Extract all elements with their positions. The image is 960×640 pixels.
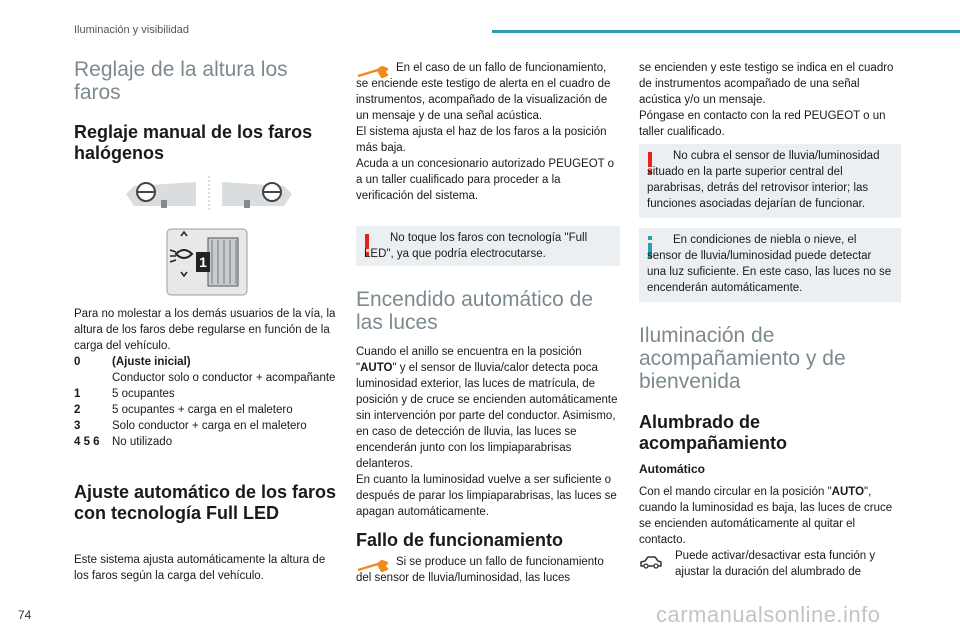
watermark: carmanualsonline.info — [656, 602, 881, 627]
info-notice-fog — [639, 228, 901, 302]
manual-intro-text: Para no molestar a los demás usuarios de la vía, la altura de los faros debe regularse en función de la carga del vehículo. — [74, 308, 336, 352]
position-value: 5 ocupantes + carga en el maletero — [112, 404, 293, 416]
position-key: 1 — [74, 388, 81, 400]
sensor-fault-text: Si se produce un fallo de funcionamiento del sensor de lluvia/luminosidad, las luces — [356, 556, 604, 584]
auto-lights-text-1: Cuando el anillo se encuentra en la posición "AUTO" y el sensor de lluvia/calor detecta poca luminosidad exterior, las luces de matrícula, de posición y de cruce se encienden automáticamente sin intervención por parte del conductor. Asimismo, en caso de detección de lluvia, las luces se encenderán junto con los limpiaparabrisas delanteros. — [356, 346, 618, 470]
fault-warning-text-3: Acuda a un concesionario autorizado PEUGEOT o a un taller cualificado para proceder a la verificación del sistema. — [356, 158, 615, 202]
subsection-title-fault: Fallo de funcionamiento — [356, 530, 564, 550]
section-title-headlamp-height: Reglaje de la altura los faros — [74, 58, 288, 104]
fault-warning-paragraph — [356, 60, 620, 204]
subsection-title-auto-led: Ajuste automático de los faros con tecnología Full LED — [74, 482, 337, 523]
section-title-auto-lights: Encendido automático de las luces — [356, 288, 593, 334]
automatic-text: Con el mando circular en la posición "AUTO", cuando la luminosidad es baja, las luces de cruce se encienden automáticamente al quitar el contacto. — [639, 486, 893, 546]
car-settings-text: Puede activar/desactivar esta función y ajustar la duración del alumbrado de — [675, 550, 876, 578]
header-accent-rule — [492, 30, 960, 33]
automatic-heading: Automático — [639, 462, 705, 476]
warning-notice-sensor — [639, 144, 901, 218]
section-title-follow-me: Iluminación de acompañamiento y de bienvenida — [639, 324, 846, 393]
dashboard-figure — [124, 172, 294, 216]
contact-network-text: Póngase en contacto con la red PEUGEOT o un taller cualificado. — [639, 110, 886, 138]
page-number: 74 — [18, 608, 32, 622]
position-key: 0 — [74, 356, 81, 368]
sensor-fault-paragraph — [356, 554, 620, 586]
table-row — [74, 386, 340, 402]
car-icon — [639, 554, 663, 570]
position-value: (Ajuste inicial) — [112, 356, 191, 368]
position-value: No utilizado — [112, 436, 173, 448]
fault-warning-text-2: El sistema ajusta el haz de los faros a la posición más baja. — [356, 126, 607, 154]
position-table — [74, 354, 340, 450]
breadcrumb: Iluminación y visibilidad — [74, 24, 189, 36]
subsection-title-manual: Reglaje manual de los faros halógenos — [74, 122, 313, 163]
position-value-detail: Conductor solo o conductor + acompañante — [112, 372, 336, 384]
table-row — [74, 418, 340, 434]
warning-notice-led — [356, 226, 620, 266]
wrench-icon — [356, 66, 390, 80]
warning-notice-led-text: No toque los faros con tecnología "Full LED", ya que podría electrocutarse. — [364, 232, 588, 260]
auto-label: AUTO — [360, 362, 393, 374]
subsection-title-follow-me: Alumbrado de acompañamiento — [639, 412, 788, 453]
sensor-fault-continued-text: se encienden y este testigo se indica en el cuadro de instrumentos acompañado de una señal acústica y/o un mensaje. — [639, 62, 894, 106]
position-value: Solo conductor + carga en el maletero — [112, 420, 307, 432]
thumbwheel-digit: 1 — [199, 254, 207, 270]
thumbwheel-figure — [166, 228, 248, 296]
auto-lights-text-2: En cuanto la luminosidad vuelve a ser suficiente o después de parar los limpiaparabrisas, las luces se apagan automáticamente. — [356, 474, 617, 518]
auto-led-text: Este sistema ajusta automáticamente la altura de los faros según la carga del vehículo. — [74, 554, 326, 582]
auto-label: AUTO — [831, 486, 865, 498]
info-notice-fog-text: En condiciones de niebla o nieve, el sensor de lluvia/luminosidad puede detectar una luz suficiente. En este caso, las luces no se encenderán automáticamente. — [647, 234, 892, 294]
warning-notice-sensor-text: No cubra el sensor de lluvia/luminosidad situado en la parte superior central del parabrisas, detrás del retrovisor interior; las funciones asociadas dejarían de funcionar. — [647, 150, 880, 210]
table-row — [74, 354, 340, 386]
position-key: 2 — [74, 404, 81, 416]
table-row — [74, 402, 340, 418]
wrench-icon — [356, 560, 390, 574]
position-key: 3 — [74, 420, 81, 432]
table-row — [74, 434, 340, 450]
car-settings-paragraph — [639, 548, 903, 580]
position-value: 5 ocupantes — [112, 388, 175, 400]
fault-warning-text-1: En el caso de un fallo de funcionamiento, se enciende este testigo de alerta en el cuadro de instrumentos, acompañado de la visualización de un mensaje y de una señal acústica. — [356, 62, 611, 122]
position-key: 4 5 6 — [74, 436, 100, 448]
